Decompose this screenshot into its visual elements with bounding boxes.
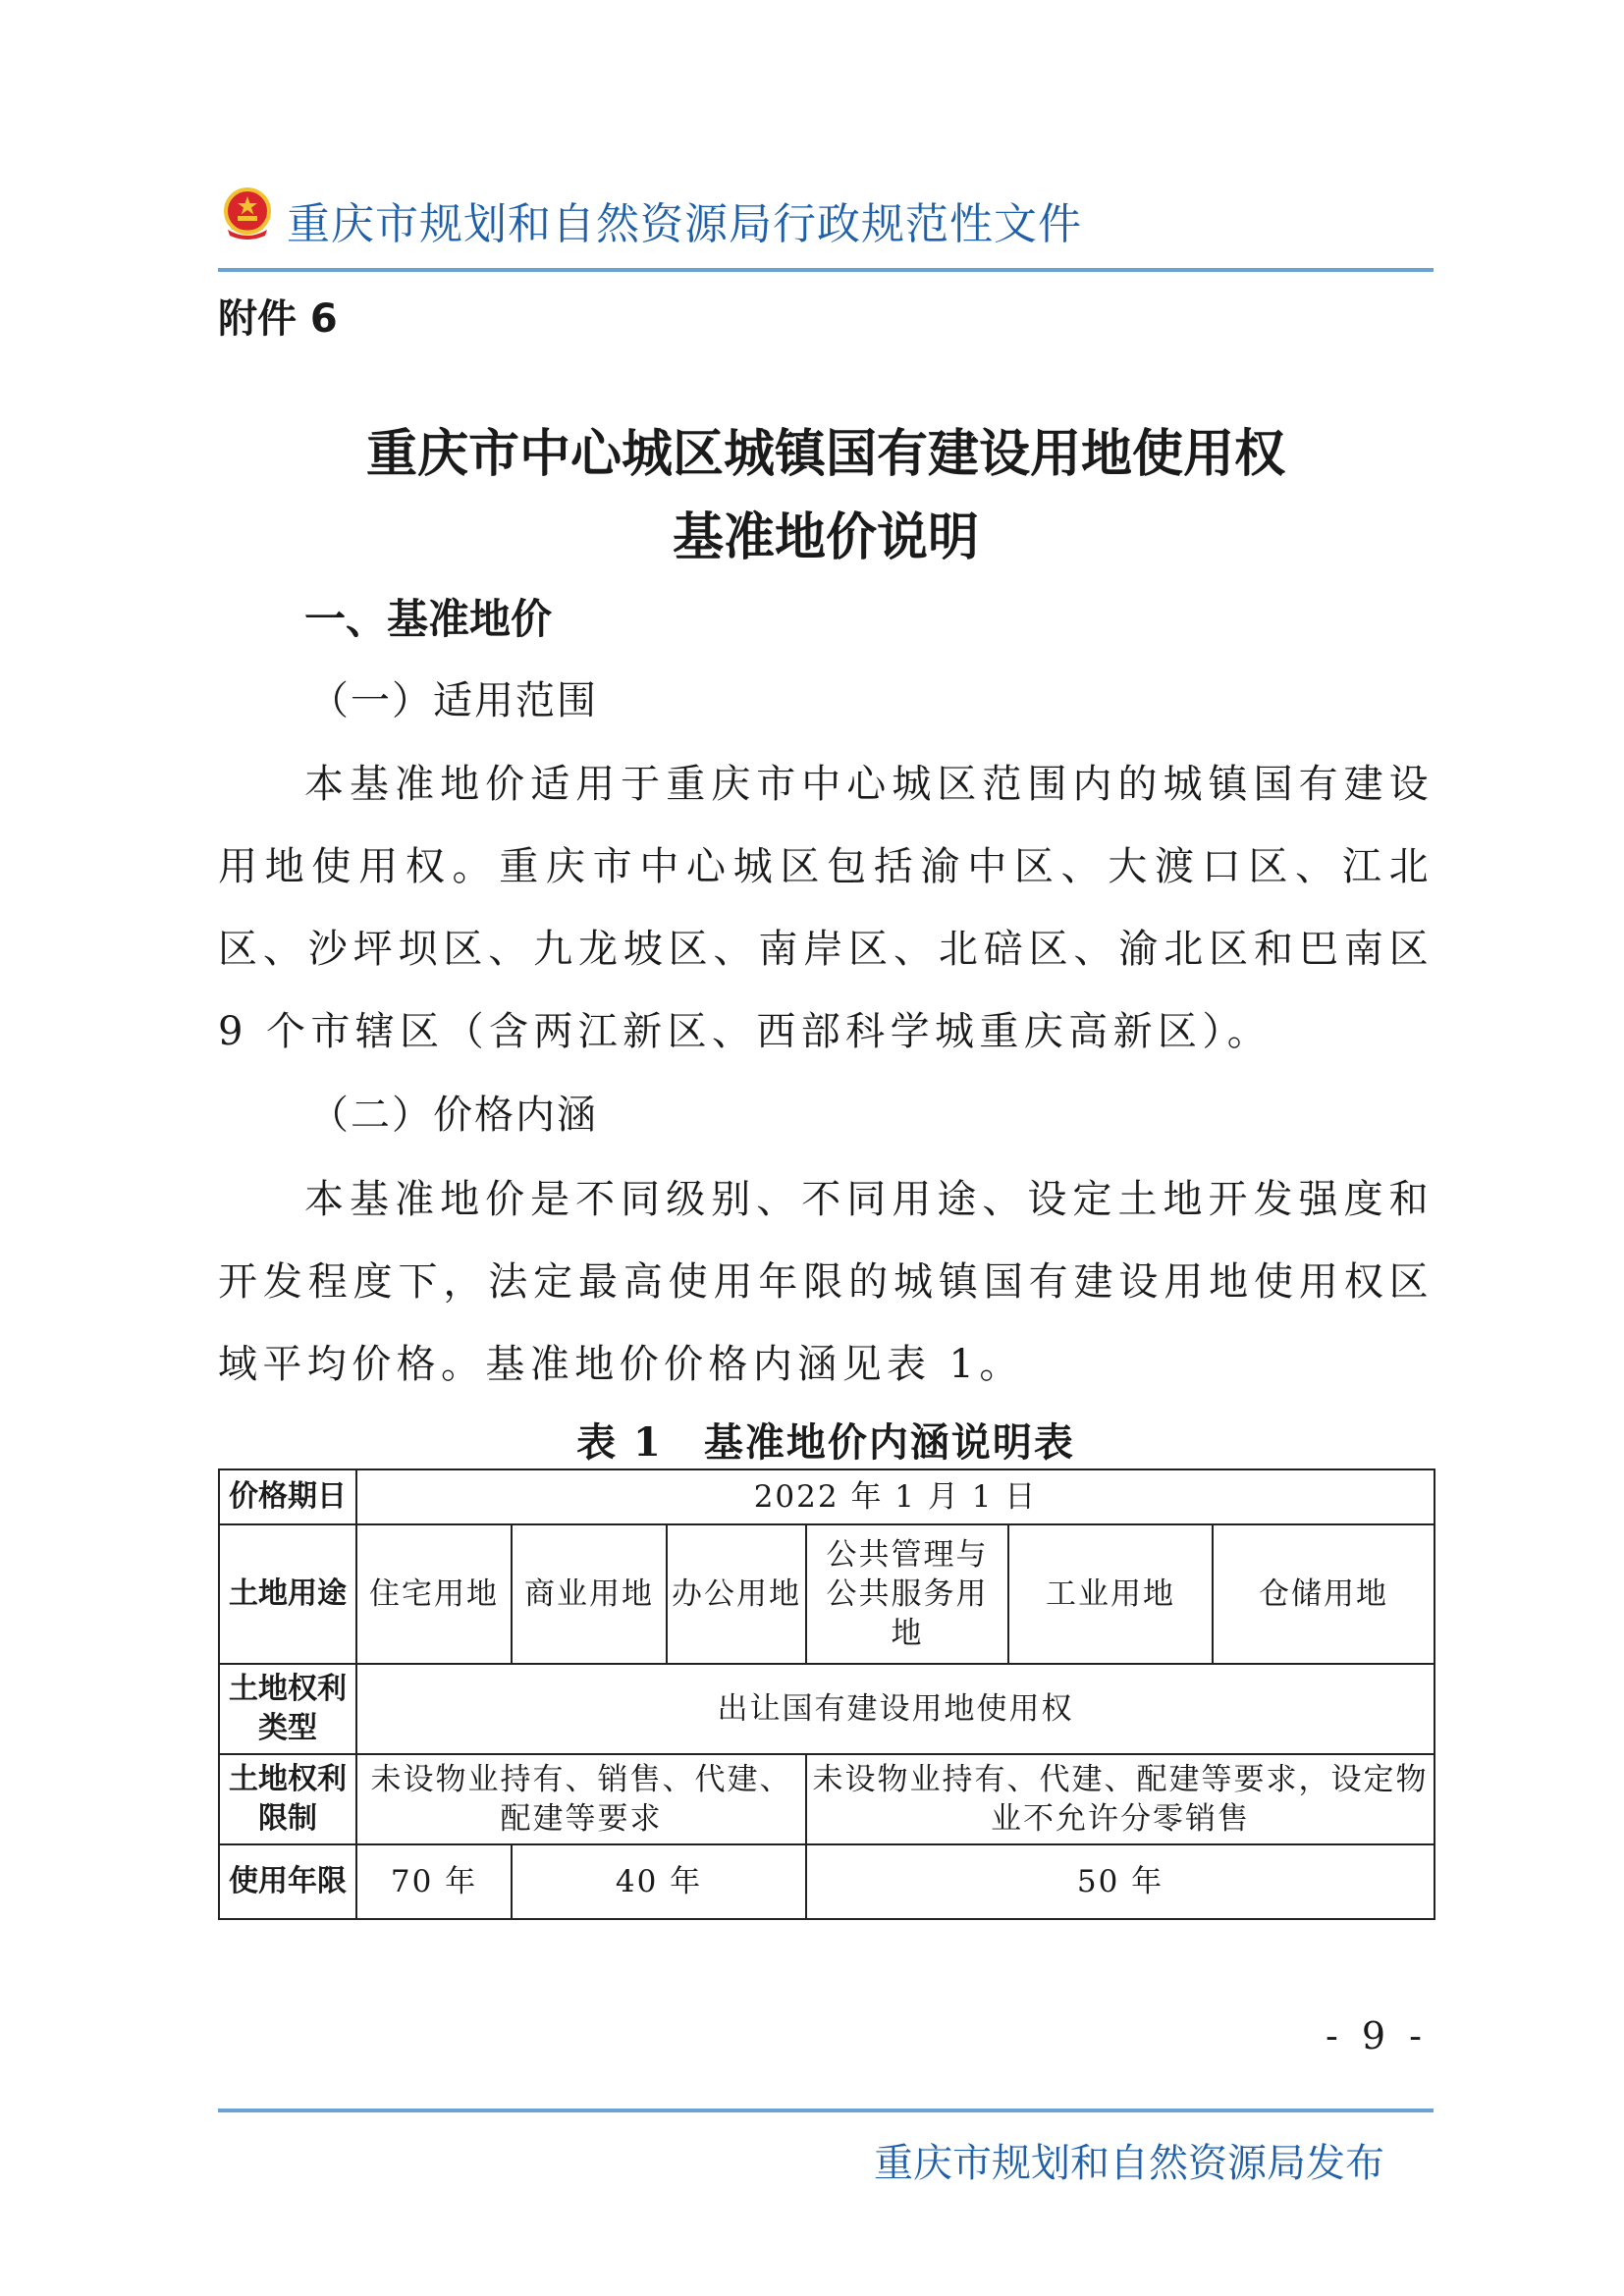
table-row — [219, 1844, 1435, 1919]
page-number: - 9 - — [1326, 2014, 1429, 2057]
table-cell: 仓储用地 — [1213, 1524, 1435, 1664]
header-title: 重庆市规划和自然资源局行政规范性文件 — [287, 199, 1082, 249]
table-row — [219, 1664, 1435, 1754]
table-cell: 40 年 — [512, 1844, 806, 1919]
table-cell: 50 年 — [806, 1844, 1435, 1919]
footer-divider — [218, 2109, 1434, 2112]
table-cell: 工业用地 — [1008, 1524, 1213, 1664]
table-row — [219, 1754, 1435, 1844]
table-cell-label: 使用年限 — [219, 1844, 356, 1919]
header-divider — [218, 268, 1434, 272]
table-row — [219, 1524, 1435, 1664]
table-cell: 商业用地 — [512, 1524, 667, 1664]
table-cell: 公共管理与公共服务用地 — [806, 1524, 1008, 1664]
table-caption: 表 1 基准地价内涵说明表 — [576, 1419, 1075, 1466]
table-cell: 出让国有建设用地使用权 — [356, 1664, 1435, 1754]
document-title-line-2: 基准地价说明 — [672, 507, 979, 567]
paragraph-connotation: 本基准地价是不同级别、不同用途、设定土地开发强度和开发程度下，法定最高使用年限的城镇国有建设用地使用权区域平均价格。基准地价价格内涵见表 1。 — [218, 1177, 1434, 1387]
subsection-heading-scope: （一）适用范围 — [309, 678, 598, 723]
table-cell-label: 土地用途 — [219, 1524, 356, 1664]
price-connotation-table — [218, 1468, 1434, 1920]
table-cell: 70 年 — [356, 1844, 512, 1919]
table-cell-label: 土地权利类型 — [219, 1664, 356, 1754]
table-cell: 2022 年 1 月 1 日 — [356, 1469, 1435, 1524]
table-cell-label: 价格期日 — [219, 1469, 356, 1524]
table-cell: 未设物业持有、销售、代建、配建等要求 — [356, 1754, 806, 1844]
section-heading: 一、基准地价 — [304, 595, 553, 643]
table-cell: 未设物业持有、代建、配建等要求，设定物业不允许分零销售 — [806, 1754, 1435, 1844]
document-title-line-1: 重庆市中心城区城镇国有建设用地使用权 — [365, 424, 1285, 484]
table-cell: 住宅用地 — [356, 1524, 512, 1664]
attachment-label: 附件 6 — [218, 296, 338, 342]
table-cell-label: 土地权利限制 — [219, 1754, 356, 1844]
subsection-heading-connotation: （二）价格内涵 — [309, 1093, 598, 1138]
national-emblem-icon — [218, 185, 277, 243]
table-row — [219, 1469, 1435, 1524]
publisher: 重庆市规划和自然资源局发布 — [874, 2141, 1384, 2186]
table-cell: 办公用地 — [667, 1524, 806, 1664]
paragraph-scope: 本基准地价适用于重庆市中心城区范围内的城镇国有建设用地使用权。重庆市中心城区包括渝中区、大渡口区、江北区、沙坪坝区、九龙坡区、南岸区、北碚区、渝北区和巴南区 9 个市辖区（含两江新区、西部科学城重庆高新区）。 — [218, 762, 1434, 1054]
